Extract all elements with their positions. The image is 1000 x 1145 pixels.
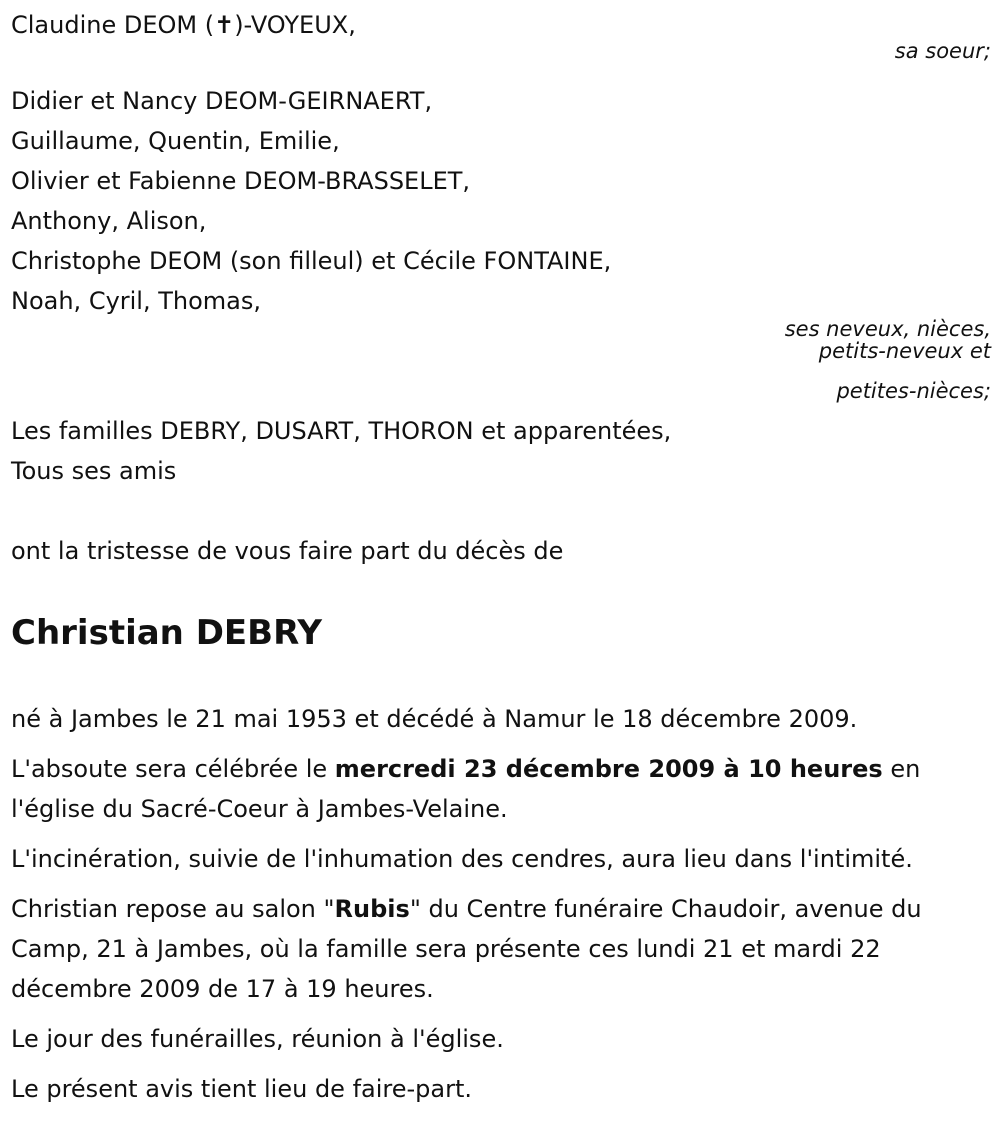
repose-paragraph bbox=[11, 889, 991, 1009]
repose-text: Christian repose au salon " bbox=[11, 895, 335, 923]
deceased-name: Christian DEBRY bbox=[11, 613, 323, 653]
announcement: ont la tristesse de vous faire part du décès de bbox=[11, 537, 564, 565]
list-item: Guillaume, Quentin, Emilie, bbox=[11, 127, 340, 155]
nephews-list bbox=[11, 81, 991, 321]
list-item: Christophe DEOM (son filleul) et Cécile FONTAINE, bbox=[11, 247, 612, 275]
salon-name: Rubis bbox=[334, 895, 410, 923]
nephews-relation-1: ses neveux, nièces, bbox=[784, 317, 991, 341]
sister-line: Claudine DEOM (✝)-VOYEUX, bbox=[11, 11, 356, 39]
nephews-relation-2: petits-neveux et bbox=[818, 339, 991, 363]
list-item: Anthony, Alison, bbox=[11, 207, 207, 235]
absoute-date: mercredi 23 décembre 2009 à 10 heures bbox=[334, 755, 883, 783]
incineration-paragraph: L'incinération, suivie de l'inhumation des cendres, aura lieu dans l'intimité. bbox=[11, 845, 913, 873]
birth-death: né à Jambes le 21 mai 1953 et décédé à Namur le 18 décembre 2009. bbox=[11, 705, 858, 733]
friends-line: Tous ses amis bbox=[11, 457, 177, 485]
obituary-notice bbox=[11, 5, 991, 1109]
notice-line: Le présent avis tient lieu de faire-part. bbox=[11, 1075, 473, 1103]
absoute-paragraph bbox=[11, 749, 991, 829]
absoute-location: en l'église du Sacré-Coeur à Jambes-Velaine. bbox=[11, 755, 921, 823]
funeral-day: Le jour des funérailles, réunion à l'église. bbox=[11, 1025, 504, 1053]
sister-relation: sa soeur; bbox=[894, 39, 991, 63]
absoute-text: L'absoute sera célébrée le bbox=[11, 755, 335, 783]
repose-details: " du Centre funéraire Chaudoir, avenue du Camp, 21 à Jambes, où la famille sera présente ces lundi 21 et mardi 22 décembre 2009 de 17 à 19 heures. bbox=[11, 895, 922, 1003]
nephews-relation bbox=[11, 317, 991, 403]
families-line: Les familles DEBRY, DUSART, THORON et apparentées, bbox=[11, 417, 672, 445]
nephews-relation-3: petites-nièces; bbox=[836, 379, 991, 403]
list-item: Noah, Cyril, Thomas, bbox=[11, 287, 262, 315]
list-item: Didier et Nancy DEOM-GEIRNAERT, bbox=[11, 87, 433, 115]
details bbox=[11, 699, 991, 1109]
list-item: Olivier et Fabienne DEOM-BRASSELET, bbox=[11, 167, 471, 195]
